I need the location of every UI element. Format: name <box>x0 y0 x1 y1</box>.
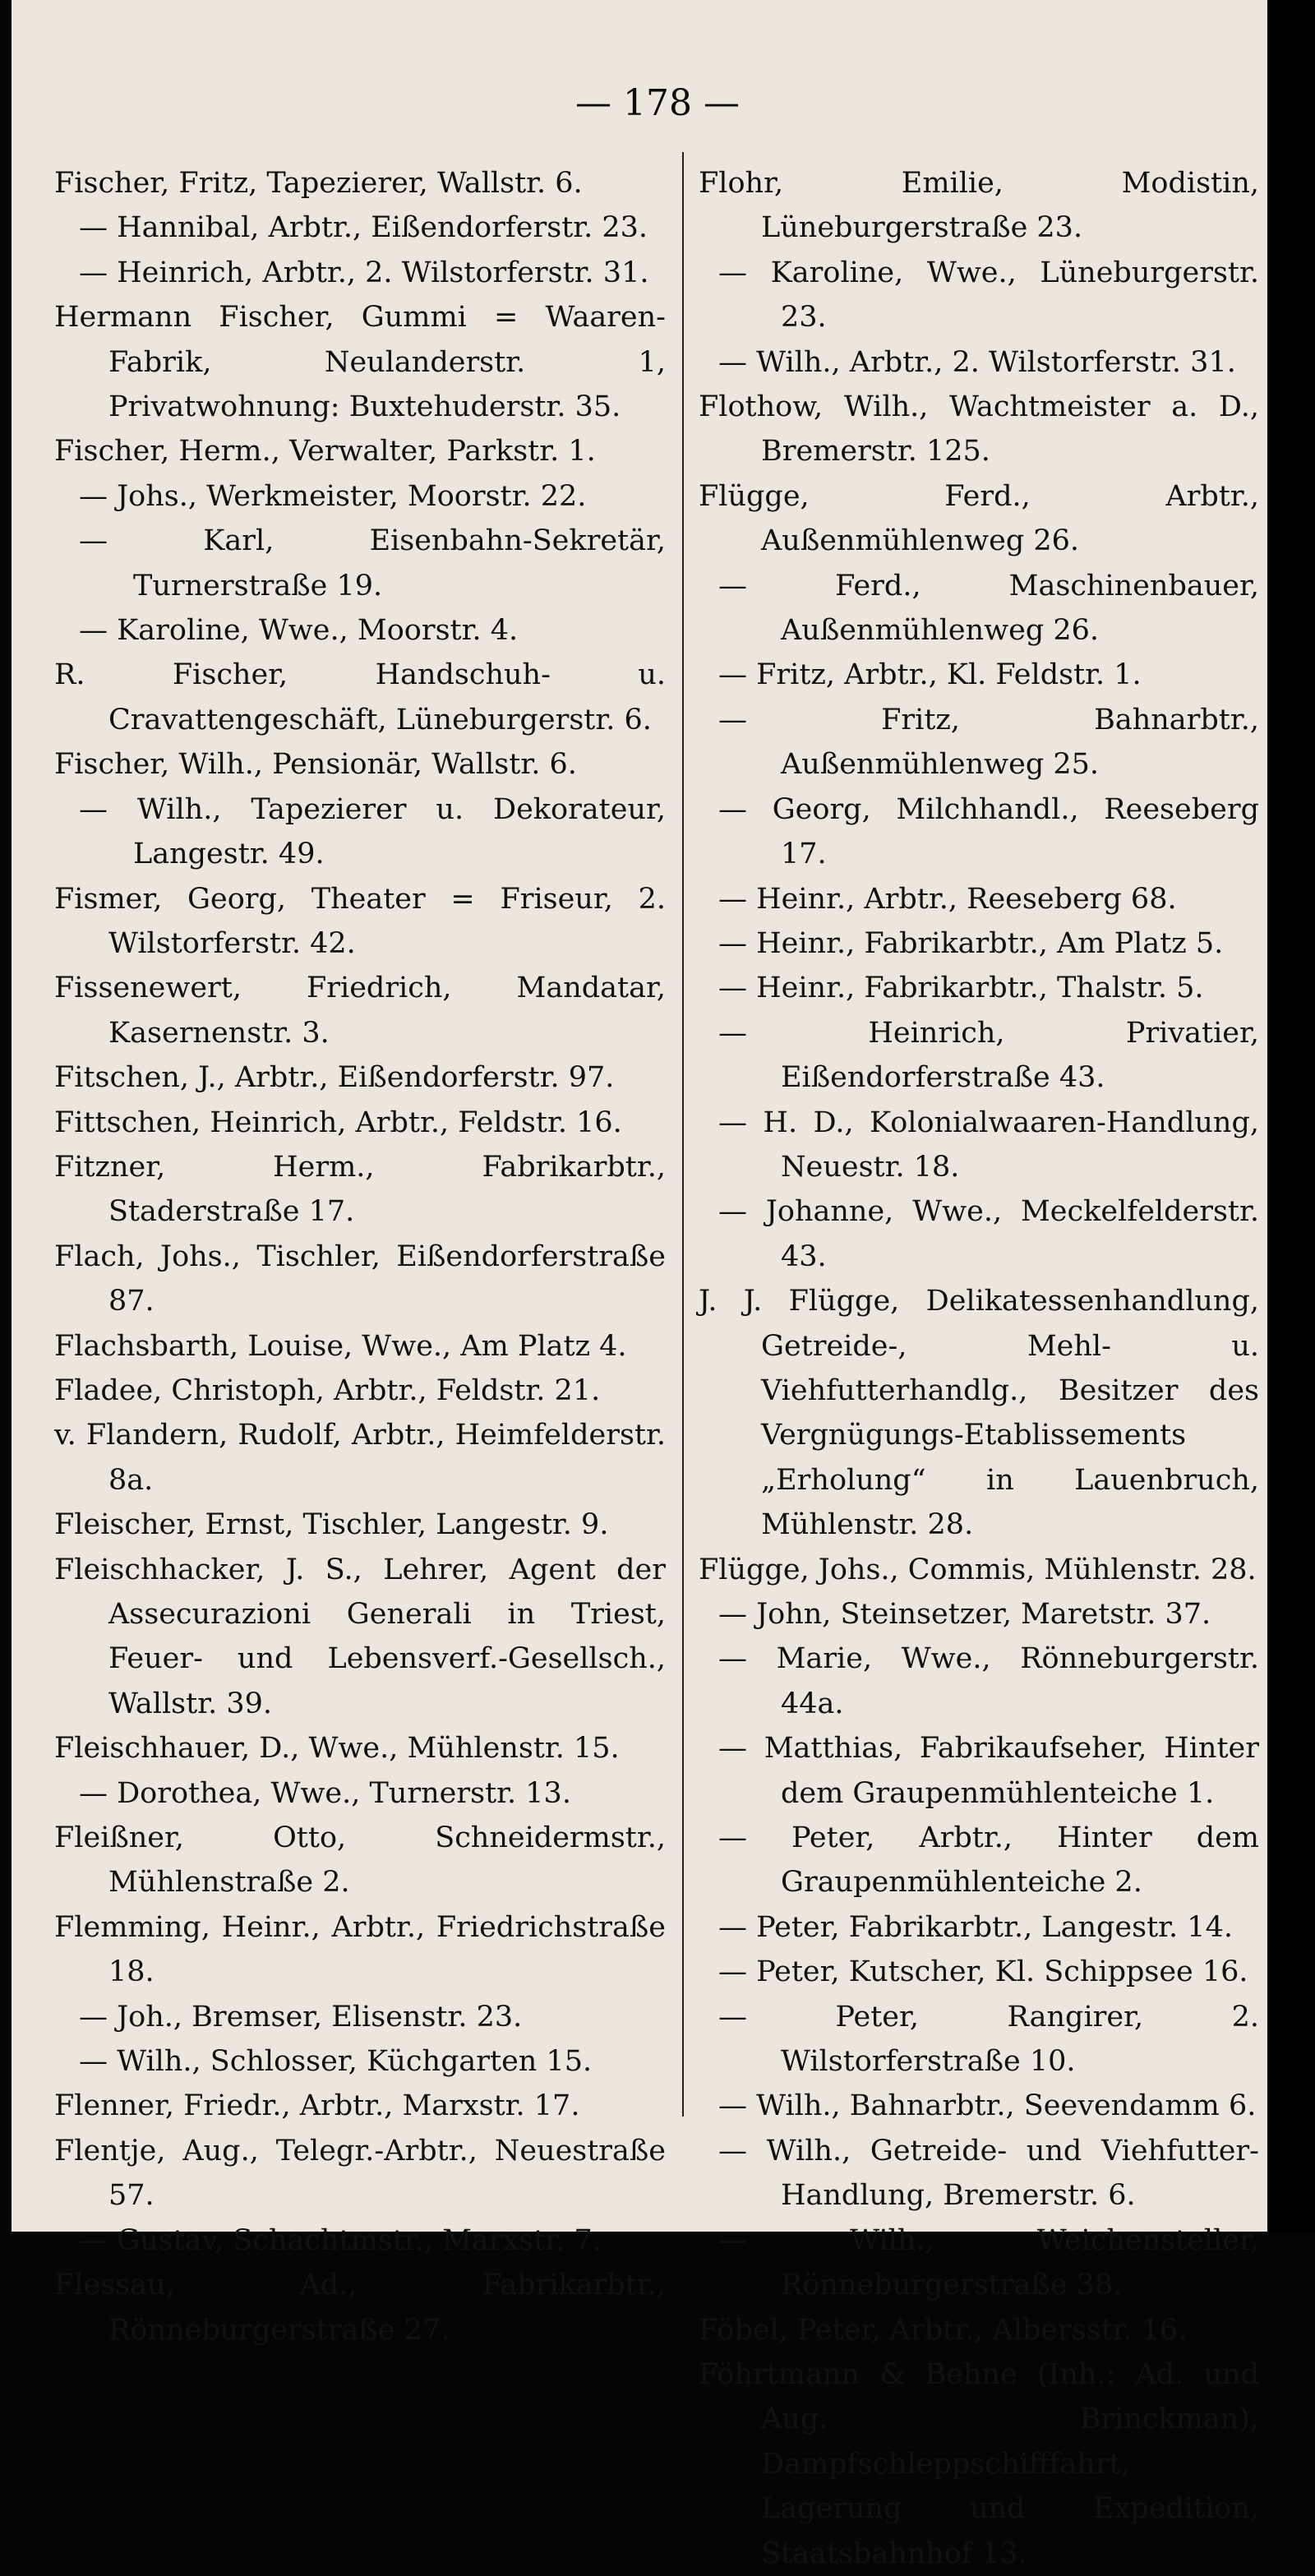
left-column <box>54 161 666 2352</box>
directory-entry: Flenner, Friedr., Arbtr., Marxstr. 17. <box>54 2089 580 2123</box>
directory-entry: — Johanne, Wwe., Meckelfelderstr. 43. <box>718 1195 1259 1273</box>
directory-entry: — Georg, Milchhandl., Reeseberg 17. <box>718 792 1259 871</box>
directory-entry: Fitschen, J., Arbtr., Eißendorferstr. 97. <box>54 1061 615 1095</box>
page-number: — 178 — <box>575 82 740 124</box>
directory-entry: Flügge, Ferd., Arbtr., Außenmühlenweg 26. <box>699 479 1259 558</box>
directory-entry: Fischer, Wilh., Pensionär, Wallstr. 6. <box>54 748 577 782</box>
directory-entry: Flach, Johs., Tischler, Eißendorferstraße 87. <box>54 1240 666 1318</box>
directory-entry: — Gustav, Schachtmstr., Marxstr. 7. <box>79 2223 602 2257</box>
directory-entry: Hermann Fischer, Gummi = Waaren-Fabrik, Neulanderstr. 1, Privatwohnung: Buxtehuderstr. 35. <box>54 301 666 424</box>
directory-entry: — Peter, Arbtr., Hinter dem Graupenmühlenteiche 2. <box>718 1821 1259 1900</box>
directory-entry: Flessau, Ad., Fabrikarbtr., Rönneburgerstraße 27. <box>54 2269 666 2347</box>
directory-entry: Föhrtmann & Behne (Inh.: Ad. und Aug. Brinckman), Dampfschleppschifffahrt, Lagerung und Expedition, Staatsbahnhof 13. <box>699 2357 1259 2570</box>
directory-entry: — Johs., Werkmeister, Moorstr. 22. <box>79 479 587 513</box>
directory-entry: Fischer, Herm., Verwalter, Parkstr. 1. <box>54 435 596 469</box>
directory-entry: — Ferd., Maschinenbauer, Außenmühlenweg 26. <box>718 569 1259 648</box>
directory-entry: — Wilh., Getreide- und Viehfutter-Handlung, Bremerstr. 6. <box>718 2134 1259 2213</box>
directory-entry: — Heinr., Fabrikarbtr., Am Platz 5. <box>718 926 1224 960</box>
directory-entry: Flothow, Wilh., Wachtmeister a. D., Bremerstr. 125. <box>699 390 1259 469</box>
directory-entry: v. Flandern, Rudolf, Arbtr., Heimfelderstr. 8a. <box>54 1419 666 1497</box>
directory-entry: R. Fischer, Handschuh- u. Cravattengeschäft, Lüneburgerstr. 6. <box>54 658 666 736</box>
directory-entry: — Fritz, Bahnarbtr., Außenmühlenweg 25. <box>718 703 1259 782</box>
directory-entry: Flügge, Johs., Commis, Mühlenstr. 28. <box>699 1553 1257 1586</box>
scan-edge <box>1267 0 1315 2232</box>
directory-entry: — Peter, Fabrikarbtr., Langestr. 14. <box>718 1910 1233 1944</box>
directory-entry: — John, Steinsetzer, Maretstr. 37. <box>718 1598 1211 1631</box>
directory-entry: Fismer, Georg, Theater = Friseur, 2. Wilstorferstr. 42. <box>54 882 666 960</box>
right-column <box>699 161 1259 2576</box>
directory-entry: Fitzner, Herm., Fabrikarbtr., Staderstraße 17. <box>54 1150 666 1229</box>
directory-entry: Fleischer, Ernst, Tischler, Langestr. 9. <box>54 1508 609 1542</box>
directory-entry: — Dorothea, Wwe., Turnerstr. 13. <box>79 1776 571 1810</box>
directory-entry: Fleischhacker, J. S., Lehrer, Agent der Assecurazioni Generali in Triest, Feuer- und Lebensverf.-Gesellsch., Wallstr. 39. <box>54 1553 666 1720</box>
directory-entry: — Heinr., Fabrikarbtr., Thalstr. 5. <box>718 972 1204 1005</box>
directory-entry: Fissenewert, Friedrich, Mandatar, Kasernenstr. 3. <box>54 972 666 1050</box>
directory-entry: — Peter, Kutscher, Kl. Schippsee 16. <box>718 1955 1248 1989</box>
directory-entry: Fladee, Christoph, Arbtr., Feldstr. 21. <box>54 1373 601 1407</box>
directory-entry: — Wilh., Tapezierer u. Dekorateur, Langestr. 49. <box>79 792 666 871</box>
directory-entry: — Peter, Rangirer, 2. Wilstorferstraße 10. <box>718 2000 1259 2079</box>
directory-entry: — Wilh., Weichensteller, Rönneburgerstraße 38. <box>718 2223 1259 2302</box>
directory-entry: — Karoline, Wwe., Moorstr. 4. <box>79 614 519 648</box>
directory-entry: — Hannibal, Arbtr., Eißendorferstr. 23. <box>79 211 648 245</box>
directory-entry: Flentje, Aug., Telegr.-Arbtr., Neuestraße 57. <box>54 2134 666 2213</box>
directory-entry: — Heinrich, Privatier, Eißendorferstraße 43. <box>718 1016 1259 1095</box>
directory-entry: — Marie, Wwe., Rönneburgerstr. 44a. <box>718 1642 1259 1720</box>
directory-entry: — Heinr., Arbtr., Reeseberg 68. <box>718 882 1177 916</box>
column-divider <box>682 152 684 2117</box>
directory-entry: Fischer, Fritz, Tapezierer, Wallstr. 6. <box>54 167 583 200</box>
directory-entry: Fleischhauer, D., Wwe., Mühlenstr. 15. <box>54 1732 620 1766</box>
directory-entry: Fleißner, Otto, Schneidermstr., Mühlenstraße 2. <box>54 1821 666 1900</box>
directory-entry: — H. D., Kolonialwaaren-Handlung, Neuestr. 18. <box>718 1106 1259 1184</box>
directory-entry: — Joh., Bremser, Elisenstr. 23. <box>79 2000 523 2034</box>
directory-entry: Flohr, Emilie, Modistin, Lüneburgerstraße 23. <box>699 167 1259 245</box>
directory-entry: — Heinrich, Arbtr., 2. Wilstorferstr. 31. <box>79 256 649 289</box>
directory-entry: — Karoline, Wwe., Lüneburgerstr. 23. <box>718 256 1259 335</box>
directory-entry: — Wilh., Schlosser, Küchgarten 15. <box>79 2045 593 2079</box>
directory-entry: — Wilh., Arbtr., 2. Wilstorferstr. 31. <box>718 345 1236 379</box>
directory-entry: Flemming, Heinr., Arbtr., Friedrichstraße 18. <box>54 1910 666 1989</box>
directory-entry: — Matthias, Fabrikaufseher, Hinter dem Graupenmühlenteiche 1. <box>718 1732 1259 1810</box>
directory-entry: — Karl, Eisenbahn-Sekretär, Turnerstraße 19. <box>79 524 666 602</box>
directory-entry: J. J. Flügge, Delikatessenhandlung, Getreide-, Mehl- u. Viehfutterhandlg., Besitzer des Vergnügungs-Etablissements „Erholung“ in Lauenbruch, Mühlenstr. 28. <box>699 1285 1259 1542</box>
directory-entry: — Fritz, Arbtr., Kl. Feldstr. 1. <box>718 658 1142 692</box>
directory-entry: Flachsbarth, Louise, Wwe., Am Platz 4. <box>54 1329 627 1363</box>
directory-entry: Fittschen, Heinrich, Arbtr., Feldstr. 16. <box>54 1106 622 1139</box>
directory-entry: Föbel, Peter, Arbtr., Albersstr. 16. <box>699 2313 1188 2347</box>
directory-entry: — Wilh., Bahnarbtr., Seevendamm 6. <box>718 2089 1257 2123</box>
